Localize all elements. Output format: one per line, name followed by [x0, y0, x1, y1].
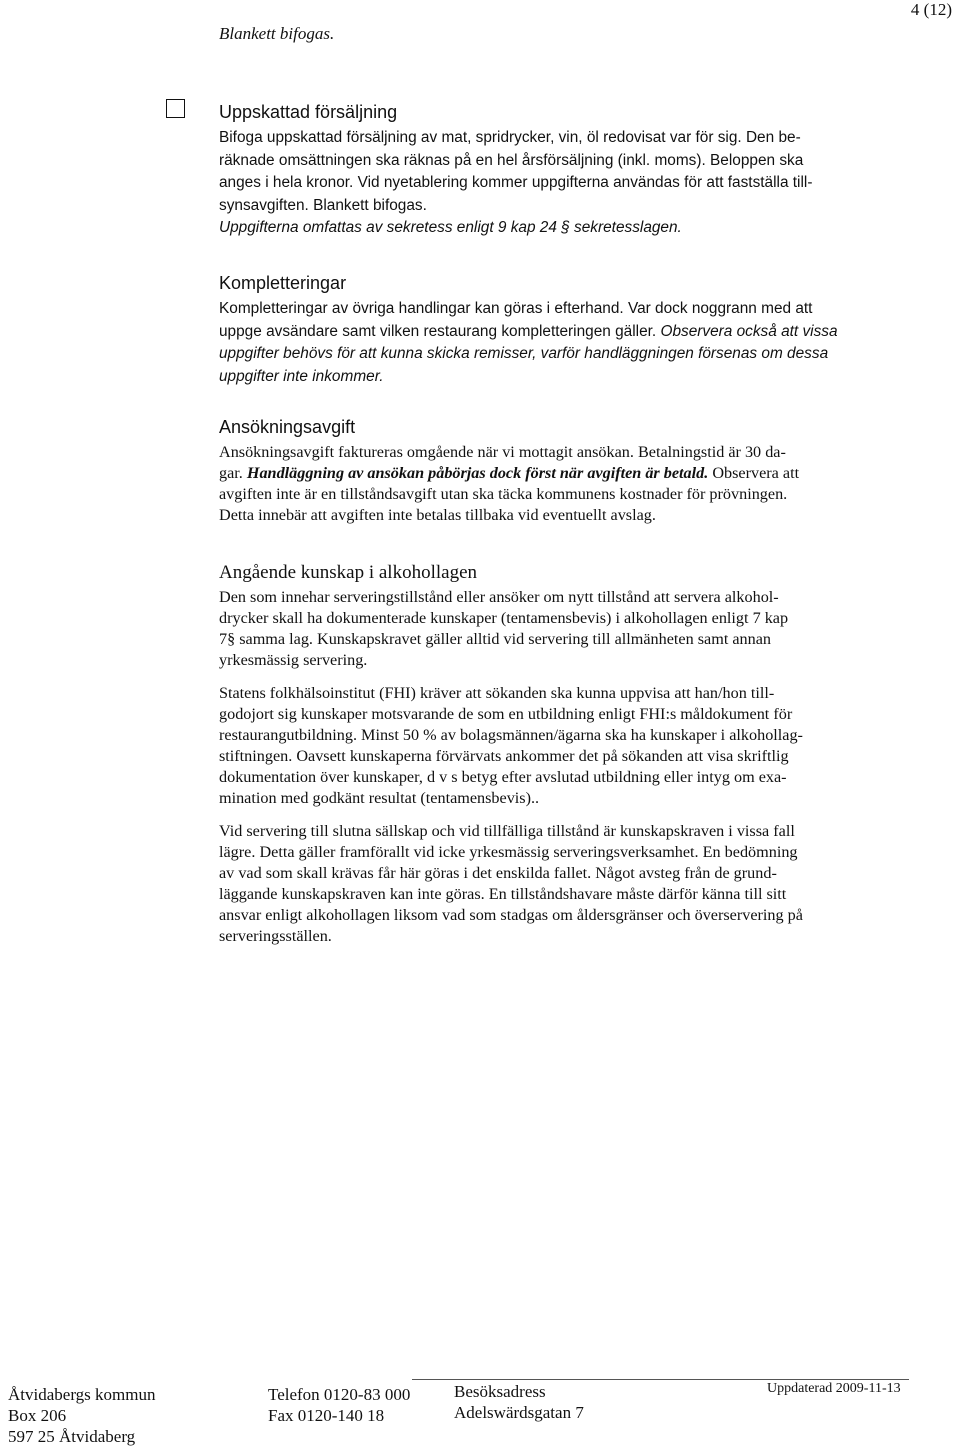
text-line: Den som innehar serveringstillstånd eller ansöker om nytt tillstånd att servera alkohol- [219, 588, 779, 606]
text-line: Kompletteringar av övriga handlingar kan göras i efterhand. Var dock noggrann med att [219, 300, 813, 317]
section-kompletteringar [219, 272, 909, 388]
paragraph-1 [219, 587, 909, 671]
top-note: Blankett bifogas. [219, 24, 335, 43]
footer-contact-block [268, 1384, 410, 1426]
text-line: Statens folkhälsoinstitut (FHI) kräver att sökanden ska kunna uppvisa att han/hon till- [219, 684, 775, 702]
text-line: anges i hela kronor. Vid nyetablering kommer uppgifterna användas för att fastställa till- [219, 174, 813, 191]
footer-org-block [8, 1384, 155, 1447]
text-line: stiftningen. Oavsett kunskaperna förvärvats ankommer det på sökanden att visa skriftlig [219, 747, 789, 765]
page-number: 4 (12) [910, 0, 952, 19]
footer-visit-address: Adelswärdsgatan 7 [454, 1403, 584, 1422]
text-line: uppgifter behövs för att kunna skicka remisser, varför handläggningen försenas om dessa [219, 345, 829, 362]
text-line: yrkesmässig servering. [219, 651, 368, 669]
text-line [219, 463, 909, 484]
section-title: Angående kunskap i alkohollagen [219, 562, 478, 583]
bold-italic-span: Handläggning av ansökan påbörjas dock först när avgiften är betald. [246, 464, 709, 482]
section-kunskap-alkohollagen [219, 561, 909, 947]
text-line: godojort sig kunskaper motsvarande de som en utbildning enligt FHI:s måldokument för [219, 705, 793, 723]
text-line: lägre. Detta gäller framförallt vid icke yrkesmässig serveringsverksamhet. En bedömning [219, 843, 798, 861]
text-line: mination med godkänt resultat (tentamensbevis).. [219, 789, 540, 807]
text-line [219, 321, 909, 344]
text-line: Vid servering till slutna sällskap och vid tillfälliga tillstånd är kunskapskraven i vissa fall [219, 822, 795, 840]
text-line: uppgifter inte inkommer. [219, 367, 384, 385]
footer-phone: Telefon 0120-83 000 [268, 1385, 411, 1404]
section-title: Uppskattad försäljning [219, 102, 398, 122]
text-line: 7§ samma lag. Kunskapskravet gäller alltid vid servering till allmänheten samt annan [219, 630, 772, 648]
text-line: läggande kunskapskraven kan inte göras. En tillståndshavare måste därför känna till sitt [219, 885, 787, 903]
text-line: synsavgiften. Blankett bifogas. [219, 196, 427, 214]
secrecy-note: Uppgifterna omfattas av sekretess enligt 9 kap 24 § sekretesslagen. [219, 219, 682, 236]
text-line: Detta innebär att avgiften inte betalas tillbaka vid eventuellt avslag. [219, 506, 656, 524]
text-line: räknade omsättningen ska räknas på en hel årsförsäljning (inkl. moms). Beloppen ska [219, 151, 804, 169]
paragraph-2 [219, 683, 909, 809]
text-line: serveringsställen. [219, 927, 332, 945]
footer-updated: Uppdaterad 2009-11-13 [767, 1381, 901, 1396]
text-span: gar. [219, 464, 247, 482]
checkbox[interactable] [166, 99, 185, 118]
footer-visit-block [454, 1381, 584, 1423]
footer-postal: 597 25 Åtvidaberg [8, 1427, 136, 1446]
section-title: Kompletteringar [219, 273, 347, 293]
italic-span: Observera också att vissa [660, 322, 838, 340]
text-line: drycker skall ha dokumenterade kunskaper (tentamensbevis) i alkohollagen enligt 7 kap [219, 609, 789, 627]
text-line: restaurangutbildning. Minst 50 % av bolagsmännen/ägarna ska ha kunskaper i alkohollag- [219, 726, 803, 744]
footer-org: Åtvidabergs kommun [8, 1385, 156, 1404]
text-line: ansvar enligt alkohollagen liksom vad som stadgas om åldersgränser och överservering på [219, 906, 803, 924]
footer-box: Box 206 [8, 1406, 67, 1425]
text-span: uppge avsändare samt vilken restaurang kompletteringen gäller. [219, 322, 661, 340]
text-line: avgiften inte är en tillståndsavgift utan ska täcka kommunens kostnader för prövningen. [219, 485, 788, 503]
text-line: av vad som skall krävas får här göras i det enskilda fallet. Något avsteg från de grund- [219, 864, 777, 882]
text-line: Bifoga uppskattad försäljning av mat, spridrycker, vin, öl redovisat var för sig. Den be- [219, 129, 801, 146]
footer-visit-label: Besöksadress [454, 1382, 546, 1401]
text-line: Ansökningsavgift faktureras omgående när vi mottagit ansökan. Betalningstid är 30 da- [219, 443, 786, 461]
text-span: Observera att [708, 464, 800, 482]
section-title: Ansökningsavgift [219, 417, 356, 437]
footer-fax: Fax 0120-140 18 [268, 1406, 385, 1425]
paragraph-3 [219, 821, 909, 947]
text-line: dokumentation över kunskaper, d v s betyg efter avslutad utbildning eller intyg om exa- [219, 768, 787, 786]
section-uppskattad-forsaljning [219, 101, 909, 240]
section-ansokningsavgift [219, 416, 909, 526]
